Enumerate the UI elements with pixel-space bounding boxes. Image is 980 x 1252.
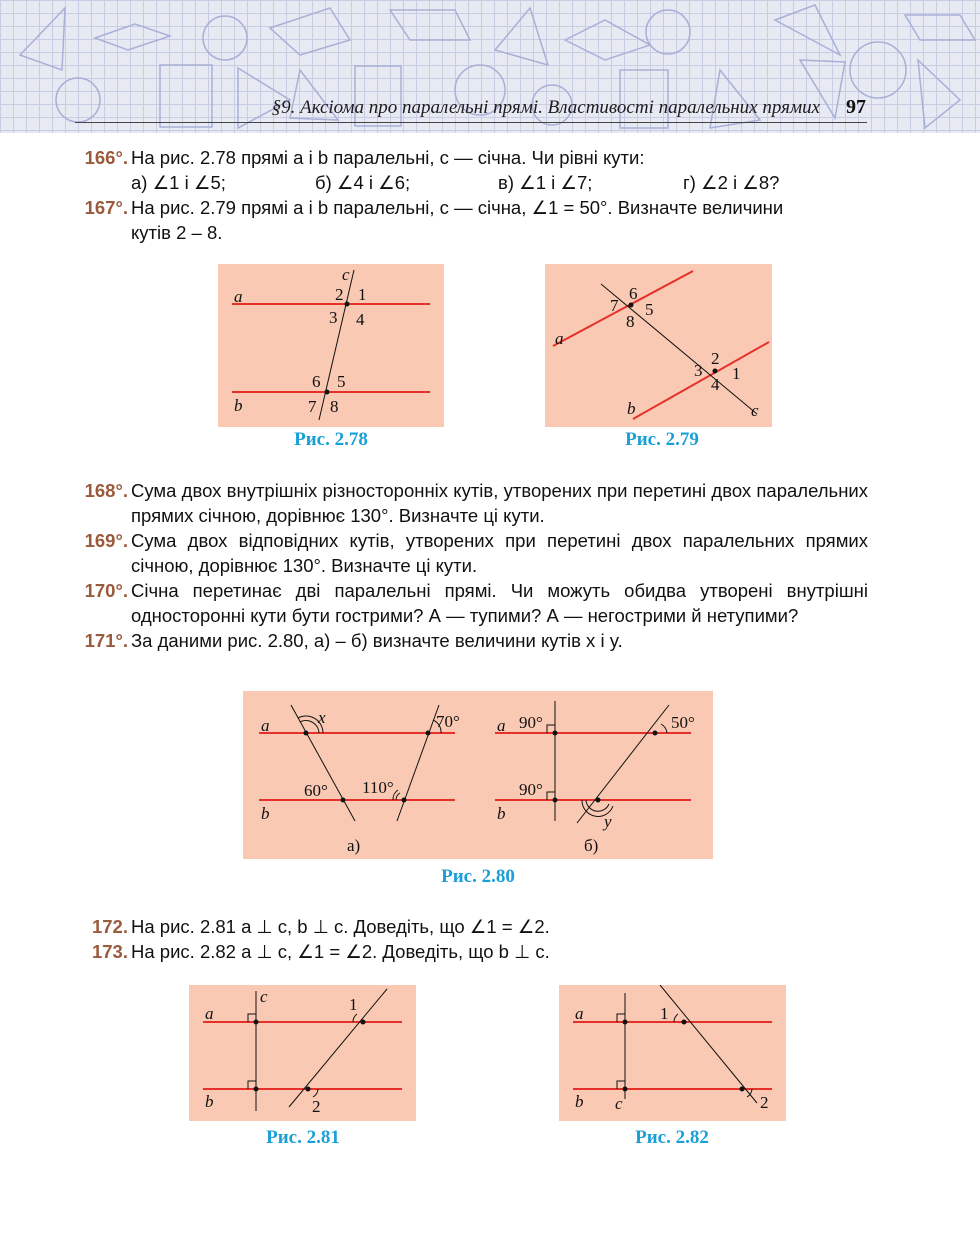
figure-2-80-caption: Рис. 2.80: [441, 866, 515, 887]
angle-1-label: 1: [660, 1004, 669, 1023]
problem-167: [70, 195, 870, 245]
line-a-label: a: [234, 287, 243, 306]
line-a-label: a: [261, 716, 270, 735]
angle-4-label: 4: [356, 310, 365, 329]
subfigure-a-label: а): [347, 836, 361, 855]
figure-2-79-drawing: [545, 264, 772, 427]
figure-2-78: [218, 264, 444, 427]
option-a: а) ∠1 і ∠5;: [131, 172, 226, 193]
problem-text: Сума двох відповідних кутів, утворених при перетині двох паралельних прямих січною, дорівнює 130°. Визначте ці кути.: [131, 530, 868, 576]
line-b-label-b: b: [497, 804, 506, 823]
option-d: г) ∠2 і ∠8?: [683, 172, 780, 193]
header-band: [0, 0, 980, 133]
problem-text-line2: кутів 2 – 8.: [131, 222, 223, 243]
problem-number: 167°.: [84, 197, 128, 218]
page-number: 97: [846, 96, 866, 118]
problem-number: 166°.: [84, 147, 128, 168]
angle-110-label: 110°: [362, 778, 394, 797]
angle-90-lower-label: 90°: [519, 780, 543, 799]
figure-2-79-caption: Рис. 2.79: [625, 429, 699, 450]
problem-text: За даними рис. 2.80, а) – б) визначте величини кутів x і y.: [131, 630, 623, 651]
angle-8-label: 8: [626, 312, 635, 331]
problem-169: [70, 528, 870, 578]
figure-2-78-caption: Рис. 2.78: [294, 429, 368, 450]
angle-2-label: 2: [312, 1097, 321, 1116]
line-a-label: a: [575, 1004, 584, 1023]
angle-5-label: 5: [337, 372, 346, 391]
angle-6-label: 6: [312, 372, 321, 391]
problem-text-line1: На рис. 2.79 прямі a і b паралельні, c — січна, ∠1 = 50°. Визначте величини: [131, 197, 784, 218]
problem-text: На рис. 2.81 a ⊥ c, b ⊥ c. Доведіть, що ∠1 = ∠2.: [131, 916, 550, 937]
line-b-label: b: [627, 399, 636, 418]
angle-70-label: 70°: [436, 712, 460, 731]
problem-text: На рис. 2.82 a ⊥ c, ∠1 = ∠2. Доведіть, що b ⊥ c.: [131, 941, 550, 962]
angle-2-label: 2: [335, 285, 344, 304]
figure-2-82-caption: Рис. 2.82: [635, 1127, 709, 1148]
problem-text: Січна перетинає дві паралельні прямі. Чи можуть обидва утворені внутрішні односторонні кути бути гострими? А — тупими? А — негострими й нетупими?: [131, 580, 868, 626]
figure-2-81-drawing: [189, 985, 416, 1121]
subfigure-b-label: б): [584, 836, 599, 855]
problem-number: 172.: [91, 916, 128, 937]
line-a-label: a: [555, 329, 564, 348]
problem-166: [70, 145, 870, 170]
problem-number: 168°.: [84, 480, 128, 501]
problem-170: [70, 578, 870, 628]
figure-2-81: [189, 985, 416, 1121]
line-c-label: c: [260, 987, 268, 1006]
figure-2-78-drawing: [218, 264, 444, 427]
angle-5-label: 5: [645, 300, 654, 319]
line-c-label: c: [751, 401, 759, 420]
option-c: в) ∠1 і ∠7;: [498, 172, 593, 193]
problem-173: [70, 939, 870, 964]
problem-number: 173.: [91, 941, 128, 962]
problem-number: 170°.: [84, 580, 128, 601]
angle-4-label: 4: [711, 375, 720, 394]
angle-2-label: 2: [760, 1093, 769, 1112]
angle-3-label: 3: [329, 308, 338, 327]
line-c-label: c: [342, 265, 350, 284]
problem-number: 169°.: [84, 530, 128, 551]
angle-3-label: 3: [694, 361, 703, 380]
figure-2-80-drawing: [243, 691, 713, 859]
angle-1-label: 1: [349, 995, 358, 1014]
problem-172: [70, 914, 870, 939]
line-c-label: c: [615, 1094, 623, 1113]
angle-7-label: 7: [308, 397, 317, 416]
angle-1-label: 1: [358, 285, 367, 304]
line-b-label: b: [575, 1092, 584, 1111]
figure-2-79: [545, 264, 772, 427]
figure-2-80: [243, 691, 713, 859]
problem-168: [70, 478, 870, 528]
header-title: §9. Аксіома про паралельні прямі. Властивості паралельних прямих: [271, 97, 820, 118]
angle-90-upper-label: 90°: [519, 713, 543, 732]
line-a-label: a: [205, 1004, 214, 1023]
angle-60-label: 60°: [304, 781, 328, 800]
header-divider: [75, 122, 867, 123]
problem-text: На рис. 2.78 прямі a і b паралельні, c — січна. Чи рівні кути:: [131, 147, 645, 168]
line-b-label: b: [261, 804, 270, 823]
angle-6-label: 6: [629, 284, 638, 303]
angle-8-label: 8: [330, 397, 339, 416]
line-a-label-b: a: [497, 716, 506, 735]
figure-2-82-drawing: [559, 985, 786, 1121]
problem-171: [70, 628, 870, 653]
line-b-label: b: [234, 396, 243, 415]
angle-x-label: x: [318, 708, 326, 727]
angle-7-label: 7: [610, 296, 619, 315]
problem-text: Сума двох внутрішніх різносторонніх кутів, утворених при перетині двох паралельних прямих січною, дорівнює 130°. Визначте ці кути.: [131, 480, 868, 526]
line-b-label: b: [205, 1092, 214, 1111]
angle-50-label: 50°: [671, 713, 695, 732]
figure-2-81-caption: Рис. 2.81: [266, 1127, 340, 1148]
angle-1-label: 1: [732, 364, 741, 383]
angle-y-label: y: [604, 812, 612, 831]
option-b: б) ∠4 і ∠6;: [315, 172, 411, 193]
angle-2-label: 2: [711, 349, 720, 368]
problem-number: 171°.: [84, 630, 128, 651]
figure-2-82: [559, 985, 786, 1121]
